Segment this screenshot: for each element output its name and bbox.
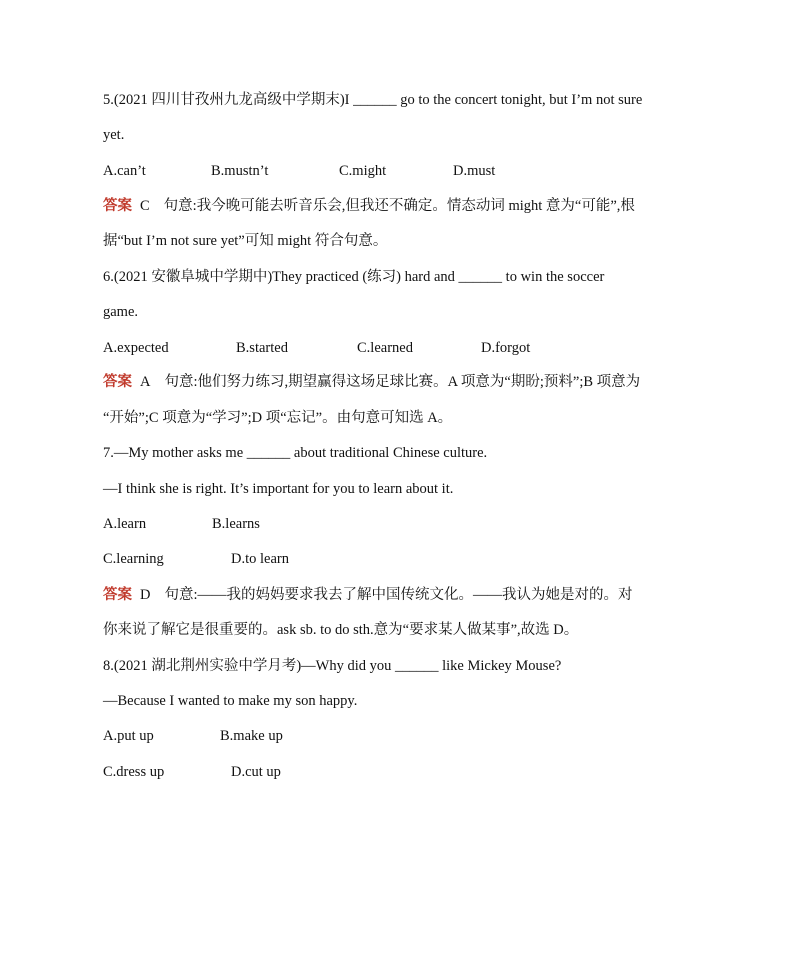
q7-explanation-2: 你来说了解它是很重要的。ask sb. to do sth.意为“要求某人做某事”,故选 D。 (103, 622, 579, 638)
q5-explanation-1: 句意:我今晚可能去听音乐会,但我还不确定。情态动词 might 意为“可能”,根 (163, 198, 635, 214)
q5-explanation-2: 据“but I’m not sure yet”可知 might 符合句意。 (103, 233, 388, 249)
q7-option-d: D.to learn (231, 551, 289, 567)
q5-stem-line1: 5.(2021 四川甘孜州九龙高级中学期末)I ______ go to the concert tonight, but I’m not sure (103, 92, 643, 108)
q8-option-d: D.cut up (231, 764, 281, 780)
answer-letter: C (140, 198, 150, 214)
q7-option-a: A.learn (103, 516, 147, 532)
q6-explanation-2: “开始”;C 项意为“学习”;D 项“忘记”。由句意可知选 A。 (103, 410, 453, 426)
q7-answer-line1 (103, 585, 633, 605)
q5-answer-line1 (103, 196, 635, 216)
q5-option-d: D.must (453, 163, 496, 179)
q7-stem-line2: —I think she is right. It’s important for you to learn about it. (103, 481, 454, 497)
q6-option-c: C.learned (357, 340, 413, 356)
q8-option-b: B.make up (220, 728, 283, 744)
q5-option-a: A.can’t (103, 163, 146, 179)
q6-option-d: D.forgot (481, 340, 531, 356)
q5-option-b: B.mustn’t (211, 163, 269, 179)
q5-stem-line2: yet. (103, 127, 125, 143)
q8-stem-line2: —Because I wanted to make my son happy. (103, 693, 358, 709)
q7-explanation-1: 句意:——我的妈妈要求我去了解中国传统文化。——我认为她是对的。对 (164, 587, 633, 603)
q5-option-c: C.might (339, 163, 387, 179)
answer-label: 答案 (103, 198, 132, 214)
q8-option-a: A.put up (103, 728, 154, 744)
answer-letter: D (140, 587, 151, 603)
q6-stem-line1: 6.(2021 安徽阜城中学期中)They practiced (练习) hard and ______ to win the soccer (103, 269, 605, 285)
q6-option-b: B.started (236, 340, 288, 356)
q7-option-c: C.learning (103, 551, 164, 567)
answer-label: 答案 (103, 587, 132, 603)
q6-option-a: A.expected (103, 340, 169, 356)
q8-stem-line1: 8.(2021 湖北荆州实验中学月考)—Why did you ______ like Mickey Mouse? (103, 658, 562, 674)
q6-answer-line1 (103, 372, 640, 392)
q7-stem-line1: 7.—My mother asks me ______ about traditional Chinese culture. (103, 445, 488, 461)
q6-explanation-1: 句意:他们努力练习,期望赢得这场足球比赛。A 项意为“期盼;预料”;B 项意为 (164, 374, 641, 390)
q8-option-c: C.dress up (103, 764, 165, 780)
answer-label: 答案 (103, 374, 132, 390)
answer-letter: A (140, 374, 151, 390)
q7-option-b: B.learns (212, 516, 260, 532)
q6-stem-line2: game. (103, 304, 139, 320)
